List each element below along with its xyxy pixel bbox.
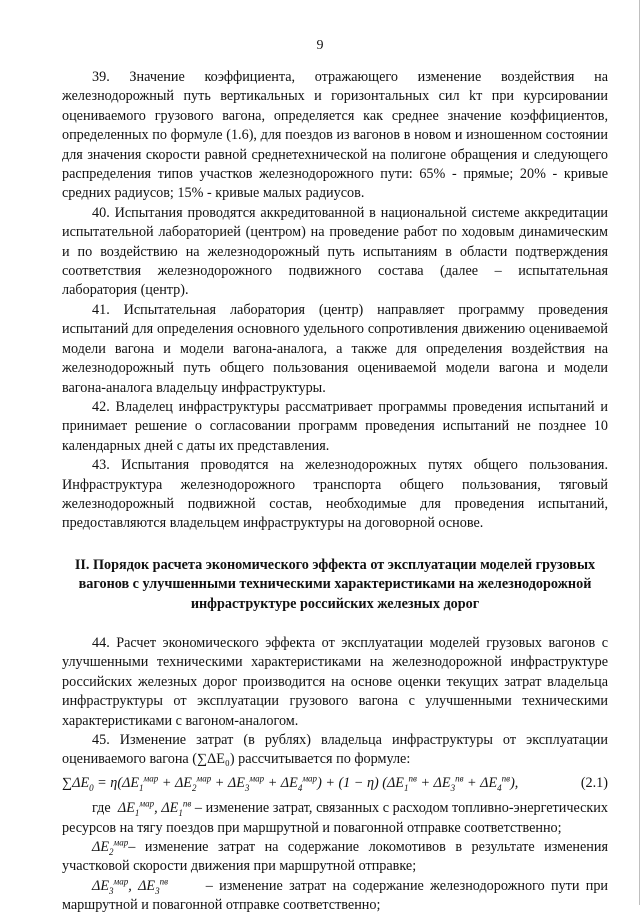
definition-e2-text: – изменение затрат на содержание локомотивов в результате изменения участковой скорости движения при маршрутной отправке; bbox=[62, 839, 608, 875]
paragraph-40: 40. Испытания проводятся аккредитованной в национальной системе аккредитации испытательной лабораторией (центром) на проведение работ по ходовым динамическим и по воздействию на железнодорожный путь испытаниям в области подтверждения соответствия железнодорожного подвижного состава (далее – испытательная лаборатория (центр). bbox=[62, 204, 608, 299]
symbol-e1: $\Delta E_1^{мар}$, $\Delta E_1^{пв}$ bbox=[117, 798, 192, 819]
paragraph-41: 41. Испытательная лаборатория (центр) направляет программу проведения испытаний для определения основного удельного сопротивления движению оцениваемой модели вагона и модели вагона-аналога, а также для определения воздействия на железнодорожный путь общего пользования оцениваемой модели вагона и модели вагона-аналога владельцу инфраструктуры. bbox=[62, 301, 608, 396]
paragraph-44: 44. Расчет экономического эффекта от эксплуатации моделей грузовых вагонов с улучшенными техническими характеристиками на железнодорожной инфраструктуре российских железных дорог производится на основе оценки текущих затрат владельца инфраструктуры от эксплуатации грузового вагона с улучшенными техническими характеристиками с вагоном-аналогом. bbox=[62, 634, 608, 729]
section-heading: II. Порядок расчета экономического эффекта от эксплуатации моделей грузовых вагонов с улучшенными техническими характеристиками на железнодорожной инфраструктуре российских железных дорог bbox=[74, 556, 596, 612]
symbol-e2: $\Delta E_2^{мар}$ bbox=[92, 837, 129, 857]
paragraph-45: 45. Изменение затрат (в рублях) владельца инфраструктуры от эксплуатации оцениваемого вагона (∑ΔE₀) рассчитывается по формуле: bbox=[62, 732, 608, 768]
definition-e1 bbox=[62, 799, 608, 838]
where-word: где bbox=[92, 800, 111, 817]
page-number: 9 bbox=[316, 38, 324, 53]
definition-e2 bbox=[62, 838, 608, 877]
definition-e3-text: – изменение затрат на содержание железнодорожного пути при маршрутной и повагонной отправке соответственно; bbox=[62, 877, 608, 914]
definition-e3 bbox=[62, 877, 608, 916]
paragraph-39: 39. Значение коэффициента, отражающего изменение воздействия на железнодорожный путь вертикальных и горизонтальных сил kт при курсировании оцениваемого грузового вагона, определяется как среднее значение коэффициентов, определенных по формуле (1.6), для поездов из вагонов в новом и изношенном состоянии для значения скорости равной среднетехнической на полигоне обращения и следующего распределения типов участков железнодорожного пути: 65% - прямые; 20% - кривые средних радиусов; 15% - кривые малых радиусов. bbox=[62, 69, 608, 202]
formula-number: (2.1) bbox=[580, 774, 608, 791]
page-content bbox=[62, 68, 608, 916]
paragraph-42: 42. Владелец инфраструктуры рассматривает программы проведения испытаний и принимает решение о согласовании программ проведения испытаний не позднее 10 календарных дней с даты их представления. bbox=[62, 398, 608, 454]
symbol-e3: $\Delta E_3^{мар}$, $\Delta E_3^{пв}$ bbox=[92, 876, 169, 896]
definition-e1-text: – изменение затрат, связанных с расходом топливно-энергетических ресурсов на тягу поездов при маршрутной и повагонной отправке соответственно; bbox=[62, 800, 608, 836]
formula-expression: $\sum\Delta E_0 = \eta(\Delta E_1^{мар} + \Delta E_2^{мар} + \Delta E_3^{мар} + \Delta E_4^{мар}) + (1 - \eta) (\Delta E_1^{пв} + \Delta E_3^{пв} + \Delta E_4^{пв})$, bbox=[62, 773, 519, 793]
paragraph-43: 43. Испытания проводятся на железнодорожных путях общего пользования. Инфраструктура железнодорожного транспорта общего пользования, тяговый железнодорожный подвижной состав, необходимые для проведения испытаний, предоставляются владельцем инфраструктуры на договорной основе. bbox=[62, 457, 608, 532]
formula-2-1 bbox=[62, 774, 608, 793]
